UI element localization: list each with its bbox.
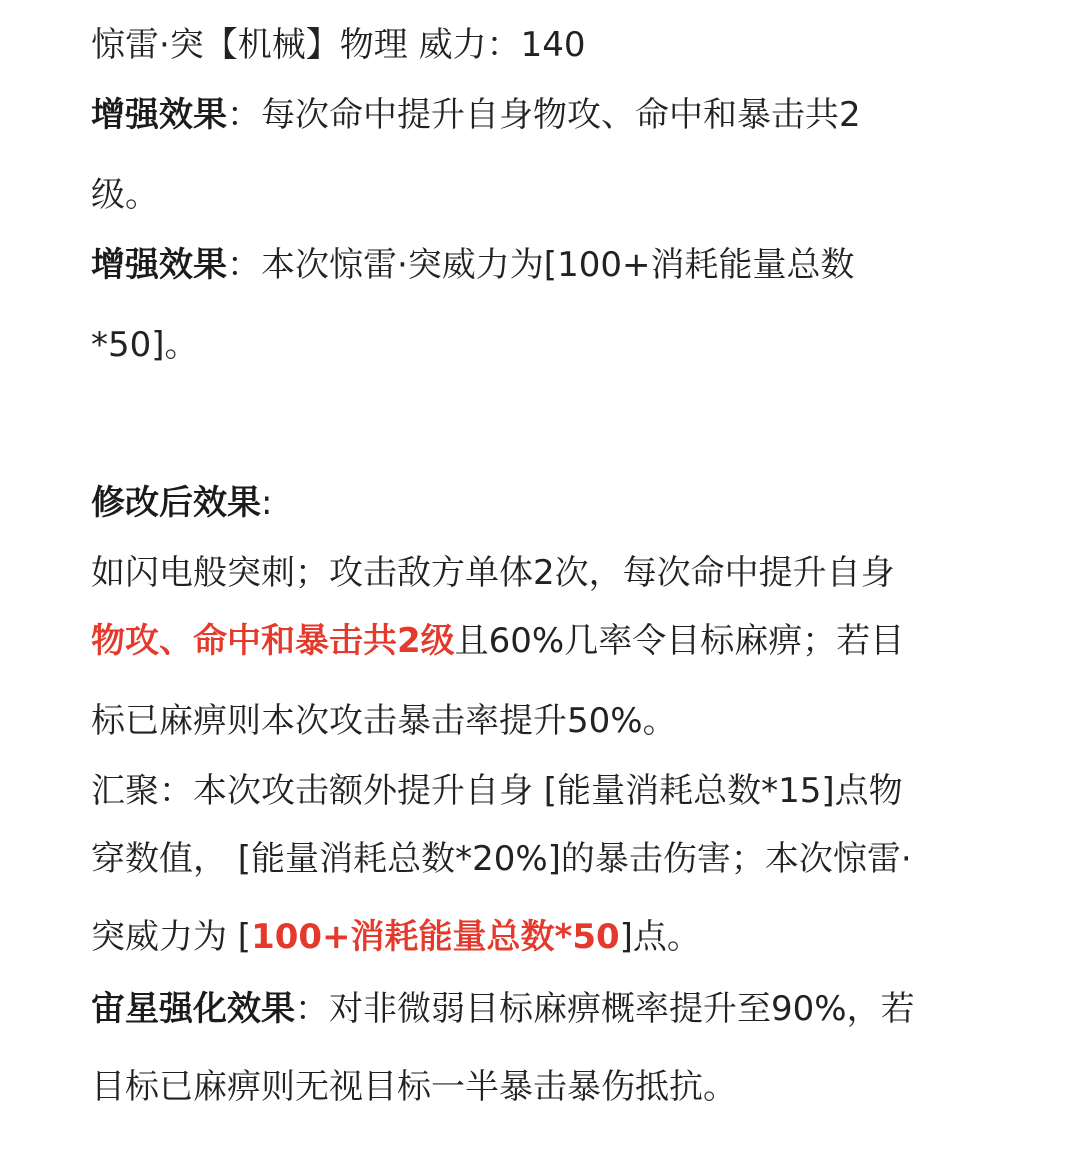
modified-p2-line-1 [91, 768, 1051, 814]
modified-heading [91, 480, 1051, 526]
enhance-effect-1-text-cont: 级。 [91, 175, 159, 215]
modified-p1-text-end: 标已麻痹则本次攻击暴击率提升50%。 [91, 701, 677, 741]
enhance-effect-2-line-2 [91, 322, 1051, 368]
modified-p1-text-rest: 且60%几率令目标麻痹；若目 [454, 621, 905, 661]
modified-p2-line-2 [91, 836, 1051, 882]
cosmic-enhance-text-cont: 目标已麻痹则无视目标一半暴击暴伤抵抗。 [91, 1067, 737, 1107]
modified-heading-colon: : [261, 483, 273, 523]
cosmic-enhance-colon: ： [295, 989, 329, 1029]
skill-title-text: 惊雷·突【机械】物理 威力：140 [91, 25, 586, 65]
modified-p2-line-3 [91, 914, 1051, 960]
skill-title-line [91, 22, 1051, 68]
enhance-effect-1-colon: ： [227, 95, 261, 135]
modified-p2-text-2: 穿数值， [能量消耗总数*20%]的暴击伤害；本次惊雷· [91, 839, 912, 879]
modified-p1-text: 如闪电般突刺；攻击敌方单体2次，每次命中提升自身 [91, 553, 895, 593]
highlight-buff-text: 物攻、命中和暴击共2级 [91, 621, 455, 661]
enhance-effect-1-label: 增强效果 [91, 95, 227, 135]
modified-p1-line-2 [91, 618, 1051, 664]
enhance-effect-2-colon: ： [227, 245, 261, 285]
highlight-power-formula: 100+消耗能量总数*50 [251, 917, 620, 957]
cosmic-enhance-text: 对非微弱目标麻痹概率提升至90%，若 [329, 989, 915, 1029]
enhance-effect-1-line-1 [91, 92, 1051, 138]
enhance-effect-2-text-cont: *50]。 [91, 325, 199, 365]
enhance-effect-2-text: 本次惊雷·突威力为[100+消耗能量总数 [261, 245, 855, 285]
modified-p1-line-1 [91, 550, 1051, 596]
cosmic-enhance-label: 宙星强化效果 [91, 989, 295, 1029]
modified-p2-text: 汇聚：本次攻击额外提升自身 [能量消耗总数*15]点物 [91, 771, 903, 811]
cosmic-enhance-line-1 [91, 986, 1051, 1032]
enhance-effect-1-text: 每次命中提升自身物攻、命中和暴击共2 [261, 95, 861, 135]
modified-p2-text-pre: 突威力为 [ [91, 917, 252, 957]
cosmic-enhance-line-2 [91, 1064, 1051, 1110]
modified-p2-text-post: ]点。 [619, 917, 701, 957]
enhance-effect-2-label: 增强效果 [91, 245, 227, 285]
enhance-effect-2-line-1 [91, 242, 1051, 288]
modified-p1-line-3 [91, 698, 1051, 744]
modified-heading-text: 修改后效果 [91, 483, 261, 523]
enhance-effect-1-line-2 [91, 172, 1051, 218]
